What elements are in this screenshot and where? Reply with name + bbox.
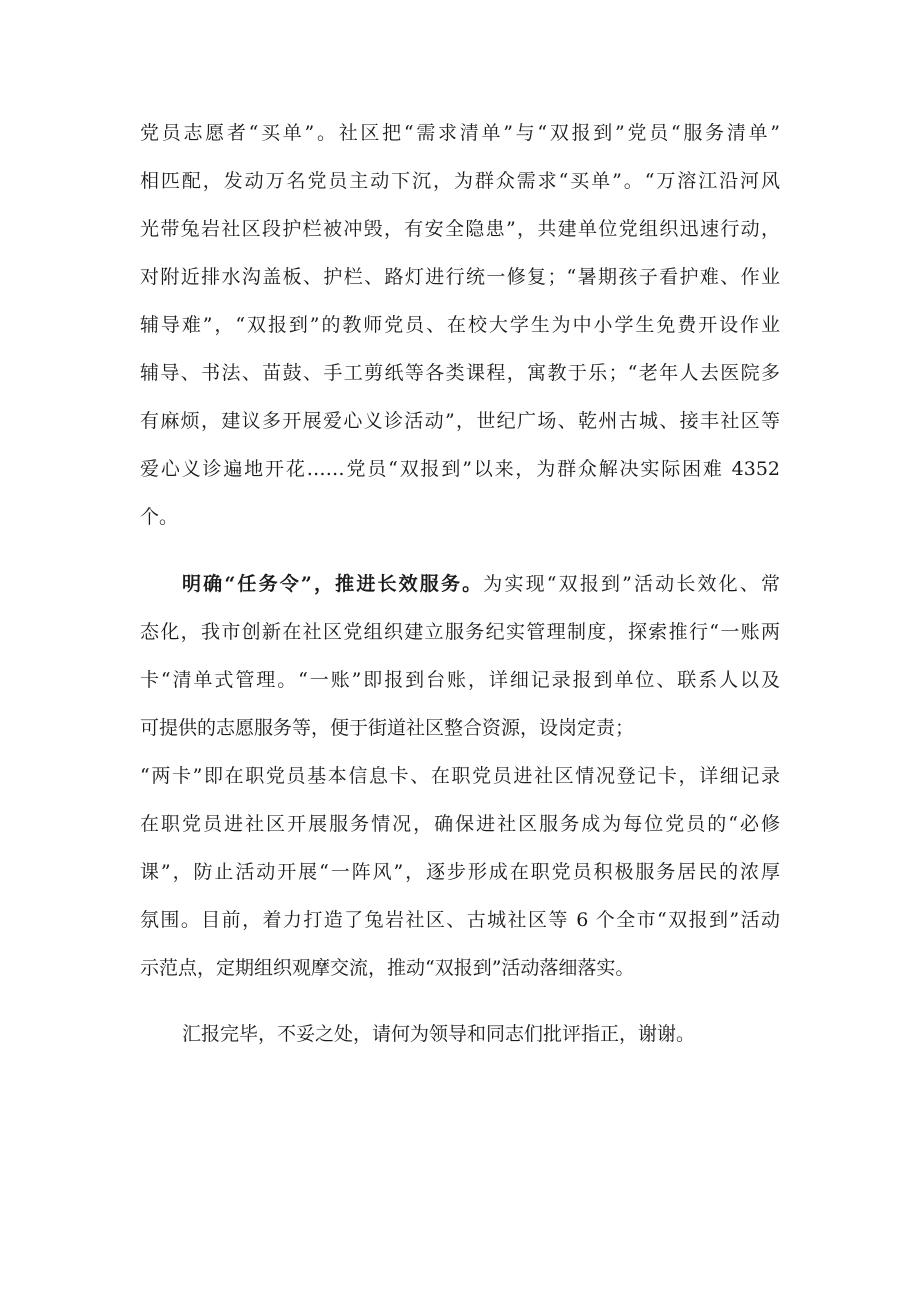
text-line: 党员志愿者“买单”。社区把“需求清单”与“双报到”党员“服务清单” <box>140 122 780 144</box>
paragraph-first-line <box>140 560 780 608</box>
text-line: 可提供的志愿服务等，便于街道社区整合资源，设岗定责； <box>140 717 635 739</box>
text-line: 在职党员进社区开展服务情况，确保进社区服务成为每位党员的“必修 <box>140 813 780 835</box>
paragraph-task-order <box>140 560 780 992</box>
text-line: 有麻烦，建议多开展爱心义诊活动”，世纪广场、乾州古城、接丰社区等 <box>140 410 780 432</box>
section-heading: 明确“任务令”，推进长效服务。 <box>182 573 484 595</box>
text-line: 辅导、书法、苗鼓、手工剪纸等各类课程，寓教于乐；“老年人去医院多 <box>140 362 780 384</box>
text-run: 为实现“双报到”活动长效化、常 <box>483 573 780 595</box>
text-line: 卡“清单式管理。“一账”即报到台账，详细记录报到单位、联系人以及 <box>140 669 780 691</box>
text-line: 氛围。目前，着力打造了兔岩社区、古城社区等 6 个全市“双报到”活动 <box>140 909 780 931</box>
paragraph-closing <box>140 1010 780 1058</box>
text-line: 示范点，定期组织观摩交流，推动“双报到”活动落细落实。 <box>140 957 635 979</box>
text-line: 个。 <box>140 506 179 528</box>
text-line: 对附近排水沟盖板、护栏、路灯进行统一修复；“暑期孩子看护难、作业 <box>140 266 780 288</box>
text-line: “两卡”即在职党员基本信息卡、在职党员进社区情况登记卡，详细记录 <box>140 765 780 787</box>
text-line: 辅导难”，“双报到”的教师党员、在校大学生为中小学生免费开设作业 <box>140 314 780 336</box>
text-line: 态化，我市创新在社区党组织建立服务纪实管理制度，探索推行“一账两 <box>140 621 780 643</box>
closing-line: 汇报完毕，不妥之处，请何为领导和同志们批评指正，谢谢。 <box>182 1023 696 1045</box>
text-line: 光带兔岩社区段护栏被冲毁，有安全隐患”，共建单位党组织迅速行动， <box>140 218 780 240</box>
paragraph-volunteer-service <box>140 109 780 541</box>
text-line: 爱心义诊遍地开花……党员“双报到”以来，为群众解决实际困难 4352 <box>140 458 780 480</box>
text-line: 相匹配，发动万名党员主动下沉，为群众需求“买单”。“万溶江沿河风 <box>140 170 780 192</box>
text-line: 课”，防止活动开展“一阵风”，逐步形成在职党员积极服务居民的浓厚 <box>140 861 780 883</box>
